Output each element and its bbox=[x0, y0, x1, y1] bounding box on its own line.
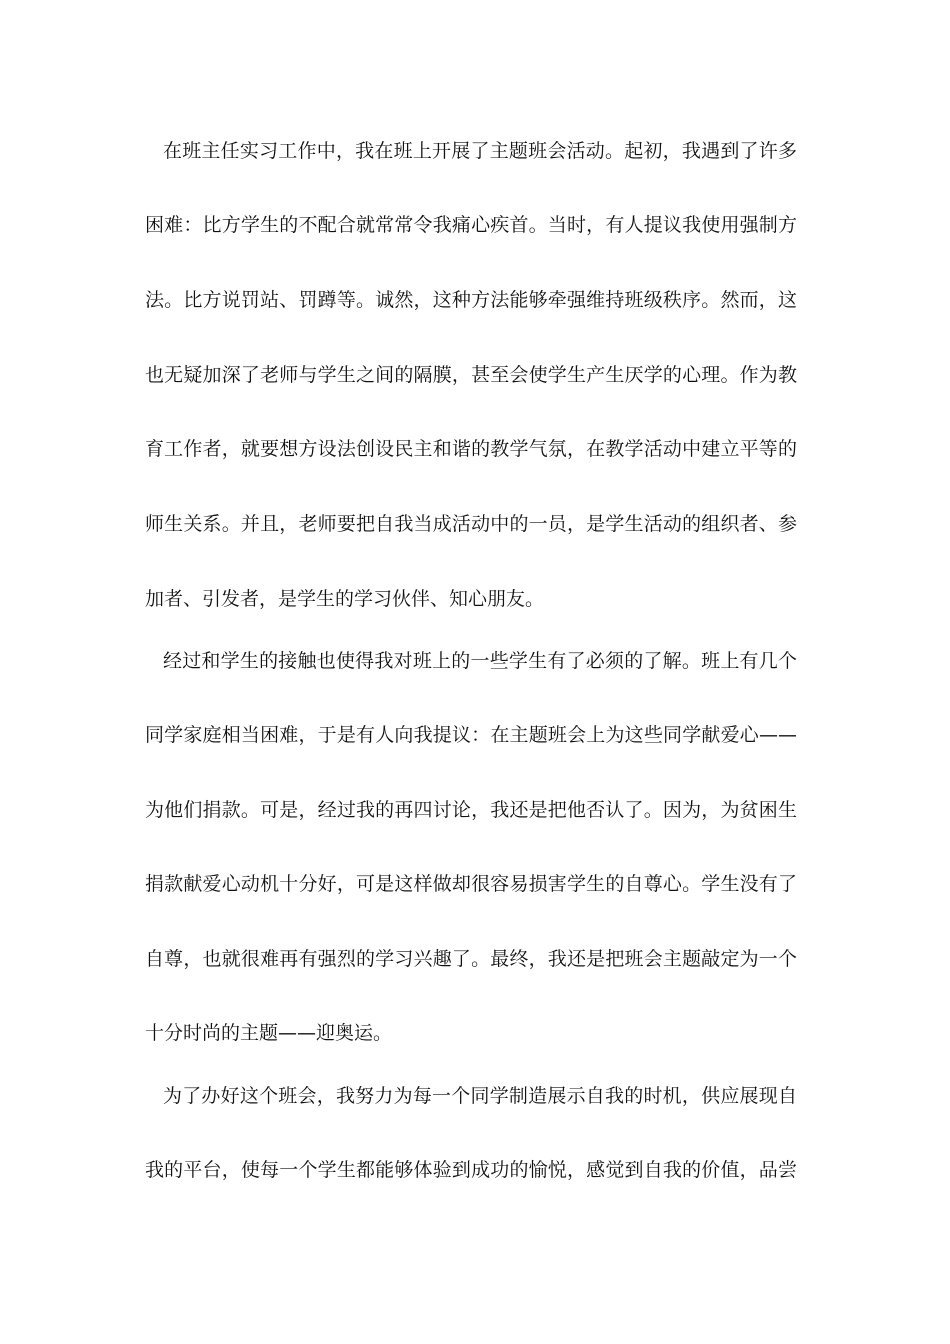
paragraph-1-line-6: 师生关系。并且，老师要把自我当成活动中的一员，是学生活动的组织者、参 bbox=[145, 513, 797, 535]
paragraph-2-line-1: 经过和学生的接触也使得我对班上的一些学生有了必须的了解。班上有几个 bbox=[163, 650, 797, 672]
paragraph-2-line-4: 捐款献爱心动机十分好，可是这样做却很容易损害学生的自尊心。学生没有了 bbox=[145, 873, 797, 895]
paragraph-2-line-2: 同学家庭相当困难，于是有人向我提议：在主题班会上为这些同学献爱心—— bbox=[145, 724, 797, 746]
paragraph-1-line-4: 也无疑加深了老师与学生之间的隔膜，甚至会使学生产生厌学的心理。作为教 bbox=[145, 364, 797, 386]
paragraph-1-line-7: 加者、引发者，是学生的学习伙伴、知心朋友。 bbox=[145, 588, 545, 610]
paragraph-3-line-2: 我的平台，使每一个学生都能够体验到成功的愉悦，感觉到自我的价值，品尝 bbox=[145, 1159, 797, 1181]
paragraph-2-line-6: 十分时尚的主题——迎奥运。 bbox=[145, 1022, 393, 1044]
paragraph-1-line-3: 法。比方说罚站、罚蹲等。诚然，这种方法能够牵强维持班级秩序。然而，这 bbox=[145, 289, 797, 311]
paragraph-1-line-5: 育工作者，就要想方设法创设民主和谐的教学气氛，在教学活动中建立平等的 bbox=[145, 438, 797, 460]
paragraph-2-line-5: 自尊，也就很难再有强烈的学习兴趣了。最终，我还是把班会主题敲定为一个 bbox=[145, 948, 797, 970]
paragraph-1-line-1: 在班主任实习工作中，我在班上开展了主题班会活动。起初，我遇到了许多 bbox=[163, 140, 797, 162]
paragraph-3-line-1: 为了办好这个班会，我努力为每一个同学制造展示自我的时机，供应展现自 bbox=[163, 1085, 797, 1107]
paragraph-2-line-3: 为他们捐款。可是，经过我的再四讨论，我还是把他否认了。因为，为贫困生 bbox=[145, 799, 797, 821]
paragraph-1-line-2: 困难：比方学生的不配合就常常令我痛心疾首。当时，有人提议我使用强制方 bbox=[145, 214, 797, 236]
